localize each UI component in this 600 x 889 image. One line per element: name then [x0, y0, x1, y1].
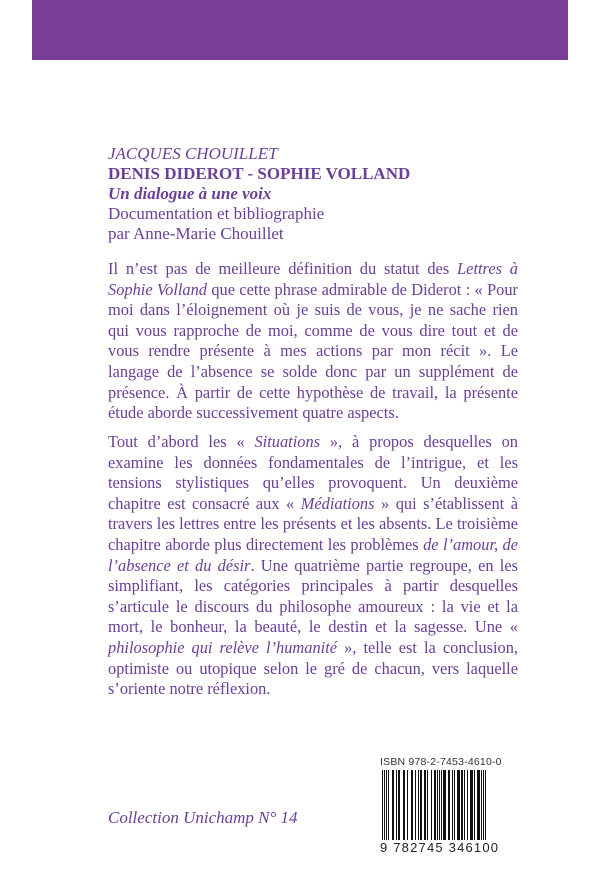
barcode-bar — [481, 770, 482, 840]
barcode-bar — [439, 770, 440, 840]
barcode-bar — [382, 770, 383, 840]
author-name: JACQUES CHOUILLET — [108, 144, 278, 163]
barcode-bar — [392, 770, 394, 840]
barcode-bar — [454, 770, 455, 840]
barcode-bar — [434, 770, 436, 840]
barcode-bar — [483, 770, 484, 840]
barcode-bar — [467, 770, 468, 840]
barcode-bar — [420, 770, 422, 840]
barcode-bar — [477, 770, 480, 840]
barcode-bar — [470, 770, 473, 840]
contributor-line: par Anne-Marie Chouillet — [108, 224, 284, 243]
barcode-bar — [464, 770, 465, 840]
barcode-bars — [380, 770, 528, 840]
barcode-bar — [427, 770, 428, 840]
barcode-bar — [398, 770, 400, 840]
text-run: », telle est la conclusion, optimiste ou utopique selon le gré de chacun, vers laquelle s’oriente notre réflexion. — [108, 637, 518, 699]
collection-label: Collection Unichamp N° 14 — [108, 808, 298, 827]
barcode-bar — [411, 770, 413, 840]
barcode-bar — [386, 770, 387, 840]
barcode-bar — [448, 770, 450, 840]
barcode-bar — [424, 770, 426, 840]
book-subtitle: Un dialogue à une voix — [108, 184, 272, 203]
barcode-digits: 9 782745 346100 — [380, 840, 500, 855]
barcode-bar — [485, 770, 486, 840]
italic-run: Situations — [254, 432, 321, 451]
barcode-bar — [388, 770, 389, 840]
barcode-bar — [418, 770, 419, 840]
barcode-bar — [441, 770, 442, 840]
italic-run: Médiations — [300, 493, 375, 513]
text-run: Il n’est pas de meilleure définition du statut des — [108, 259, 458, 278]
text-run: », à propos desquelles on examine les données fondamentales de l’intrigue, et les tensions stylistiques qu’elles provoquent. Un deuxième chapitre est consacré aux « — [108, 432, 518, 513]
blurb-paragraph-1 — [108, 259, 518, 424]
barcode-bar — [437, 770, 438, 840]
barcode-bar — [396, 770, 397, 840]
text-run: » qui s’établissent à travers les lettres entre les présents et les absents. Le troisième chapitre aborde plus directement les problèmes — [108, 493, 518, 554]
blurb-paragraph-2 — [108, 432, 518, 700]
isbn-label: ISBN 978-2-7453-4610-0 — [380, 756, 502, 768]
italic-run: philosophie qui relève l’humanité — [108, 637, 338, 657]
barcode-bar — [407, 770, 408, 840]
barcode-bar — [431, 770, 432, 840]
text-run: . Une quatrième partie regroupe, en les simplifiant, les catégories principales à partir desquelles s’articule le discours du philosophe amoureux : la vie et la mort, le bonheur, la beauté, le destin et la sagesse. Une « — [108, 555, 518, 637]
top-color-band — [32, 0, 568, 60]
italic-run: de l’amour, de l’absence et du désir — [108, 534, 518, 575]
barcode-bar — [474, 770, 475, 840]
barcode-bar — [415, 770, 416, 840]
italic-run: Lettres à Sophie Volland — [108, 259, 518, 299]
book-title: DENIS DIDEROT - SOPHIE VOLLAND — [108, 164, 411, 183]
barcode-bar — [403, 770, 405, 840]
barcode-bar — [457, 770, 460, 840]
documentation-line: Documentation et bibliographie — [108, 204, 325, 223]
book-header — [108, 144, 528, 244]
text-run: que cette phrase admirable de Diderot : « Pour moi dans l’éloignement où je suis de vous, je ne sache rien qui vous rapproche de moi, comme de vous dire tout et de vous rendre présente à mes actions par mon récit ». Le langage de l’absence se solde donc par un supplément de présence. À partir de cette hypothèse de travail, la présente étude aborde successivement quatre aspects. — [108, 279, 518, 423]
barcode-bar — [384, 770, 385, 840]
text-run: Tout d’abord les « — [108, 432, 255, 451]
barcode-bar — [443, 770, 446, 840]
barcode-bar — [461, 770, 463, 840]
barcode-bar — [452, 770, 453, 840]
barcode — [380, 756, 530, 860]
